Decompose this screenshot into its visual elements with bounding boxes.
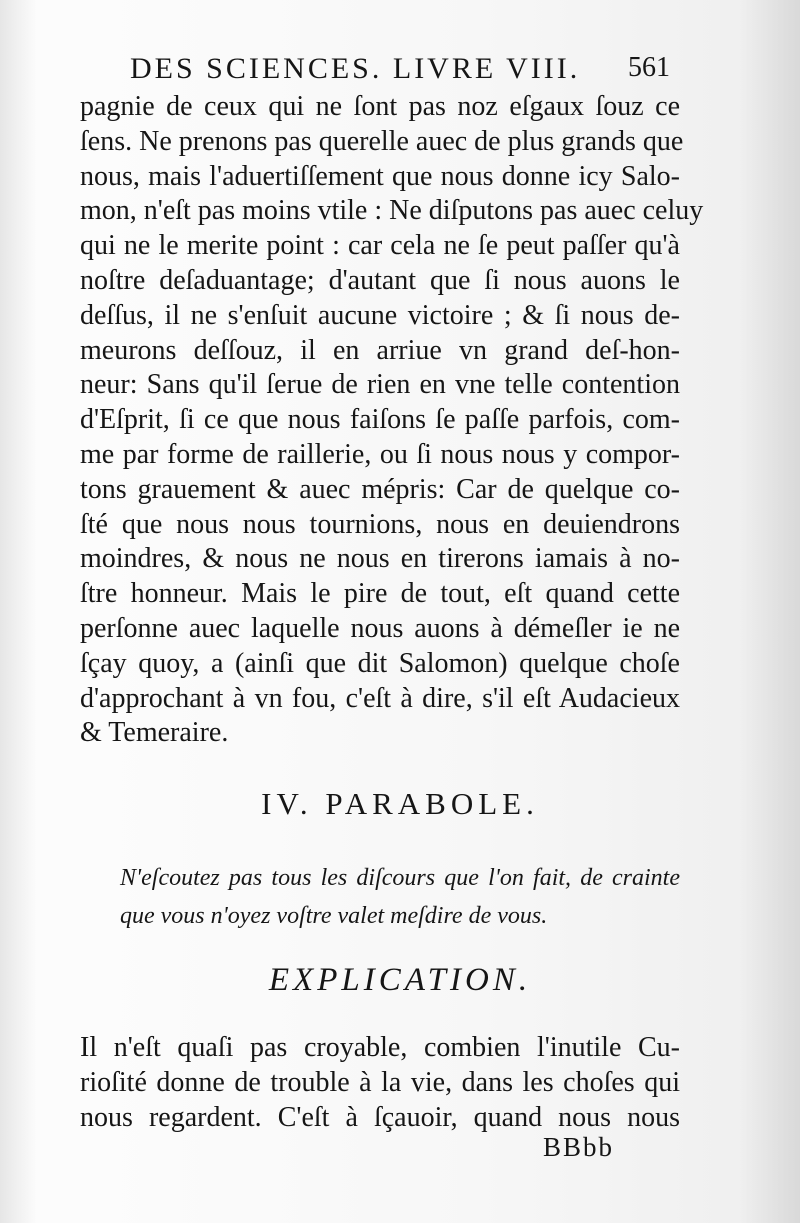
text-line: neur: Sans qu'il ſerue de rien en vne telle contention [80,369,680,401]
explication-text-block [80,1031,680,1135]
text-line: deſſus, il ne s'enſuit aucune victoire ; & ſi nous de- [80,299,680,331]
page-number: 561 [628,52,670,83]
text-line: & Temeraire. [80,717,229,749]
text-line: me par forme de raillerie, ou ſi nous nous y compor- [80,438,680,470]
parable-verse-line: N'eſcoutez pas tous les diſcours que l'on fait, de crainte [120,865,680,891]
page-header [130,52,670,92]
text-line: d'Eſprit, ſi ce que nous faiſons ſe paſſe parfois, com- [80,404,680,436]
parable-verse-line: que vous n'oyez voſtre valet meſdire de vous. [120,903,548,929]
text-line: ſté que nous nous tournions, nous en deuiendrons [80,508,680,540]
section-heading-explication: EXPLICATION. [268,962,532,998]
text-line: nous, mais l'aduertiſſement que nous donne icy Salo- [80,160,680,192]
text-line: perſonne auec laquelle nous auons à démeſler ie ne [80,612,680,644]
text-line: Il n'eſt quaſi pas croyable, combien l'inutile Cu- [80,1032,680,1063]
running-head: DES SCIENCES. LIVRE VIII. [130,52,581,85]
signature-catchword: BBbb [542,1132,614,1162]
text-line: tons grauement & auec mépris: Car de quelque co- [80,473,680,505]
text-line: noſtre deſaduantage; d'autant que ſi nous auons le [80,264,680,296]
page-edge-shadow-right [740,0,800,1223]
text-line: ſtre honneur. Mais le pire de tout, eſt quand cette [80,578,680,610]
text-line: ſens. Ne prenons pas querelle auec de plus grands que [80,125,684,157]
text-line: rioſité donne de trouble à la vie, dans les choſes qui [80,1066,680,1098]
main-text-block [80,90,704,751]
page-edge-shadow-left [0,0,38,1223]
text-line: meurons deſſouz, il en arriue vn grand deſ-hon- [80,334,680,366]
text-line: moindres, & nous ne nous en tirerons iamais à no- [80,543,680,575]
text-line: nous regardent. C'eſt à ſçauoir, quand nous nous [80,1101,680,1133]
text-line: qui ne le merite point : car cela ne ſe peut paſſer qu'à [80,230,680,262]
text-line: mon, n'eſt pas moins vtile : Ne diſputons pas auec celuy [80,195,704,227]
text-line: ſçay quoy, a (ainſi que dit Salomon) quelque choſe [80,647,680,679]
section-heading-parabole: IV. PARABOLE. [261,786,539,821]
text-line: d'approchant à vn fou, c'eſt à dire, s'il eſt Audacieux [80,682,680,714]
text-line: pagnie de ceux qui ne ſont pas noz eſgaux ſouz ce [80,91,680,122]
